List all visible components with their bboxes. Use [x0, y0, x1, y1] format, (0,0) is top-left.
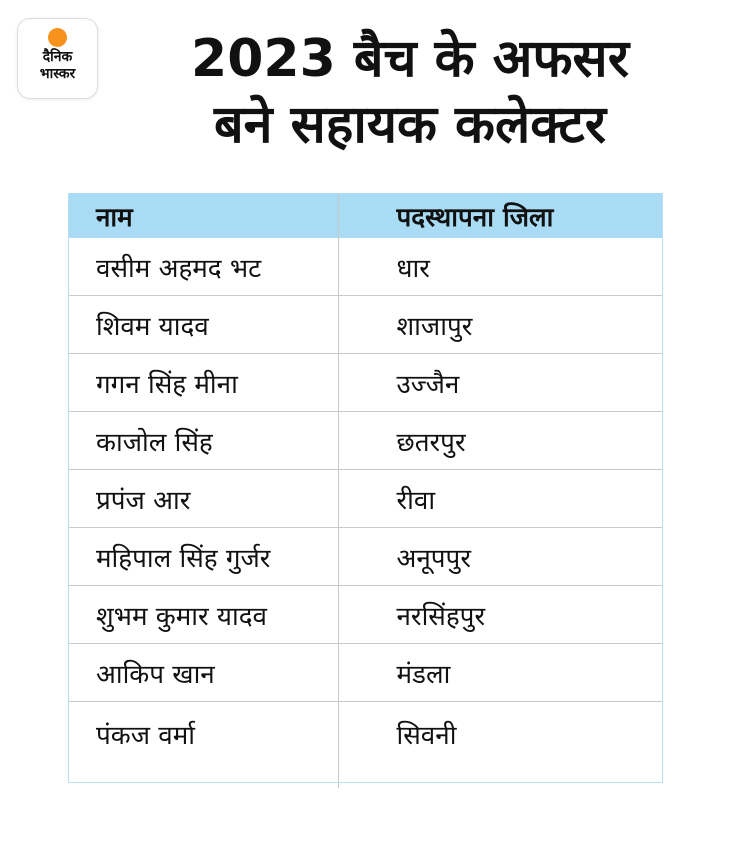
- officer-name: आकिप खान: [69, 644, 338, 702]
- officer-name: पंकज वर्मा: [96, 721, 196, 751]
- officer-name: वसीम अहमद भट: [69, 238, 338, 296]
- table-row: [69, 702, 663, 789]
- posting-district: नरसिंहपुर: [338, 586, 663, 644]
- table-row: [69, 470, 663, 528]
- table-row: [69, 528, 663, 586]
- posting-district: छतरपुर: [338, 412, 663, 470]
- logo-text-line1: दैनिक: [42, 49, 73, 65]
- column-header-district: पदस्थापना जिला: [338, 193, 663, 238]
- posting-district: धार: [338, 238, 663, 296]
- officers-table: [69, 193, 663, 788]
- officer-name: शुभम कुमार यादव: [69, 586, 338, 644]
- dainik-bhaskar-logo: [18, 19, 97, 98]
- posting-district: उज्जैन: [338, 354, 663, 412]
- table-row: [69, 238, 663, 296]
- table-row: [69, 644, 663, 702]
- posting-district: मंडला: [338, 644, 663, 702]
- table-row: [69, 586, 663, 644]
- table-row: [69, 296, 663, 354]
- officer-name: काजोल सिंह: [69, 412, 338, 470]
- table-row: [69, 412, 663, 470]
- posting-district: शाजापुर: [338, 296, 663, 354]
- officer-name: प्रपंज आर: [69, 470, 338, 528]
- posting-district: रीवा: [338, 470, 663, 528]
- title-line1: 2023 बैच के अफसर: [191, 29, 629, 89]
- officer-name: गगन सिंह मीना: [69, 354, 338, 412]
- officer-name: शिवम यादव: [69, 296, 338, 354]
- logo-text-line2: भास्कर: [39, 66, 76, 82]
- title-line2: बने सहायक कलेक्टर: [213, 95, 607, 155]
- page-title: [110, 26, 710, 158]
- officer-name: महिपाल सिंह गुर्जर: [69, 528, 338, 586]
- posting-district: सिवनी: [338, 702, 663, 789]
- logo-sun-dot-icon: [48, 28, 67, 47]
- column-header-name: नाम: [69, 193, 338, 238]
- table-row: [69, 354, 663, 412]
- table-header-row: [69, 193, 663, 238]
- posting-district: अनूपपुर: [338, 528, 663, 586]
